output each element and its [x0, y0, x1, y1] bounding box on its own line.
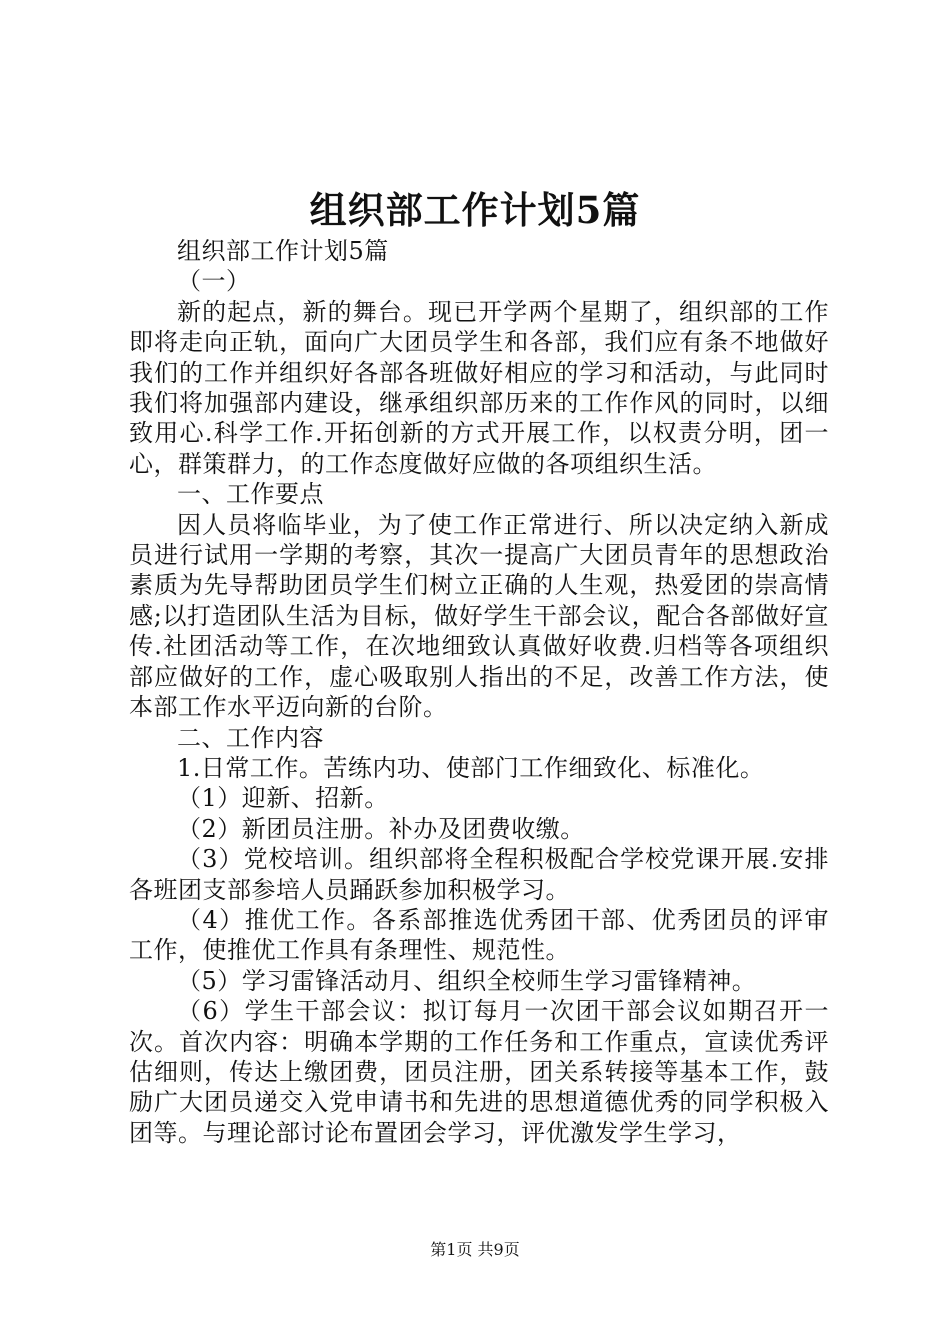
document-body — [129, 236, 829, 1148]
paragraph: 因人员将临毕业，为了使工作正常进行、所以决定纳入新成员进行试用一学期的考察，其次一提高广大团员青年的思想政治素质为先导帮助团员学生们树立正确的人生观，热爱团的崇高情感;以打造团队生活为目标，做好学生干部会议，配合各部做好宣传.社团活动等工作，在次地细致认真做好收费.归档等各项组织部应做好的工作，虚心吸取别人指出的不足，改善工作方法，使本部工作水平迈向新的台阶。 — [129, 510, 829, 722]
list-item: （1）迎新、招新。 — [177, 784, 389, 813]
page-footer: 第1页 共9页 — [430, 1240, 520, 1259]
paragraph: 组织部工作计划5篇 — [177, 237, 389, 265]
paragraph: 1.日常工作。苦练内功、使部门工作细致化、标准化。 — [177, 753, 765, 782]
list-item: （6）学生干部会议：拟订每月一次团干部会议如期召开一次。首次内容：明确本学期的工作任务和工作重点，宣读优秀评估细则，传达上缴团费，团员注册，团关系转接等基本工作，鼓励广大团员递交入党申请书和先进的思想道德优秀的同学积极入团等。与理论部讨论布置团会学习，评优激发学生学习， — [129, 997, 829, 1147]
section-heading: 一、工作要点 — [177, 480, 324, 509]
paragraph: （一） — [177, 267, 251, 296]
paragraph: 新的起点，新的舞台。现已开学两个星期了，组织部的工作即将走向正轨，面向广大团员学生和各部，我们应有条不地做好我们的工作并组织好各部各班做好相应的学习和活动，与此同时我们将加强部内建设，继承组织部历来的工作作风的同时，以细致用心.科学工作.开拓创新的方式开展工作，以权责分明，团一心，群策群力，的工作态度做好应做的各项组织生活。 — [129, 297, 829, 478]
list-item: （5）学习雷锋活动月、组织全校师生学习雷锋精神。 — [177, 966, 757, 995]
document-title: 组织部工作计划5篇 — [309, 188, 641, 232]
list-item: （2）新团员注册。补办及团费收缴。 — [177, 814, 585, 843]
list-item: （3）党校培训。组织部将全程积极配合学校党课开展.安排各班团支部参培人员踊跃参加积极学习。 — [129, 845, 829, 904]
list-item: （4）推优工作。各系部推选优秀团干部、优秀团员的评审工作，使推优工作具有条理性、规范性。 — [129, 905, 829, 965]
section-heading: 二、工作内容 — [177, 723, 324, 752]
